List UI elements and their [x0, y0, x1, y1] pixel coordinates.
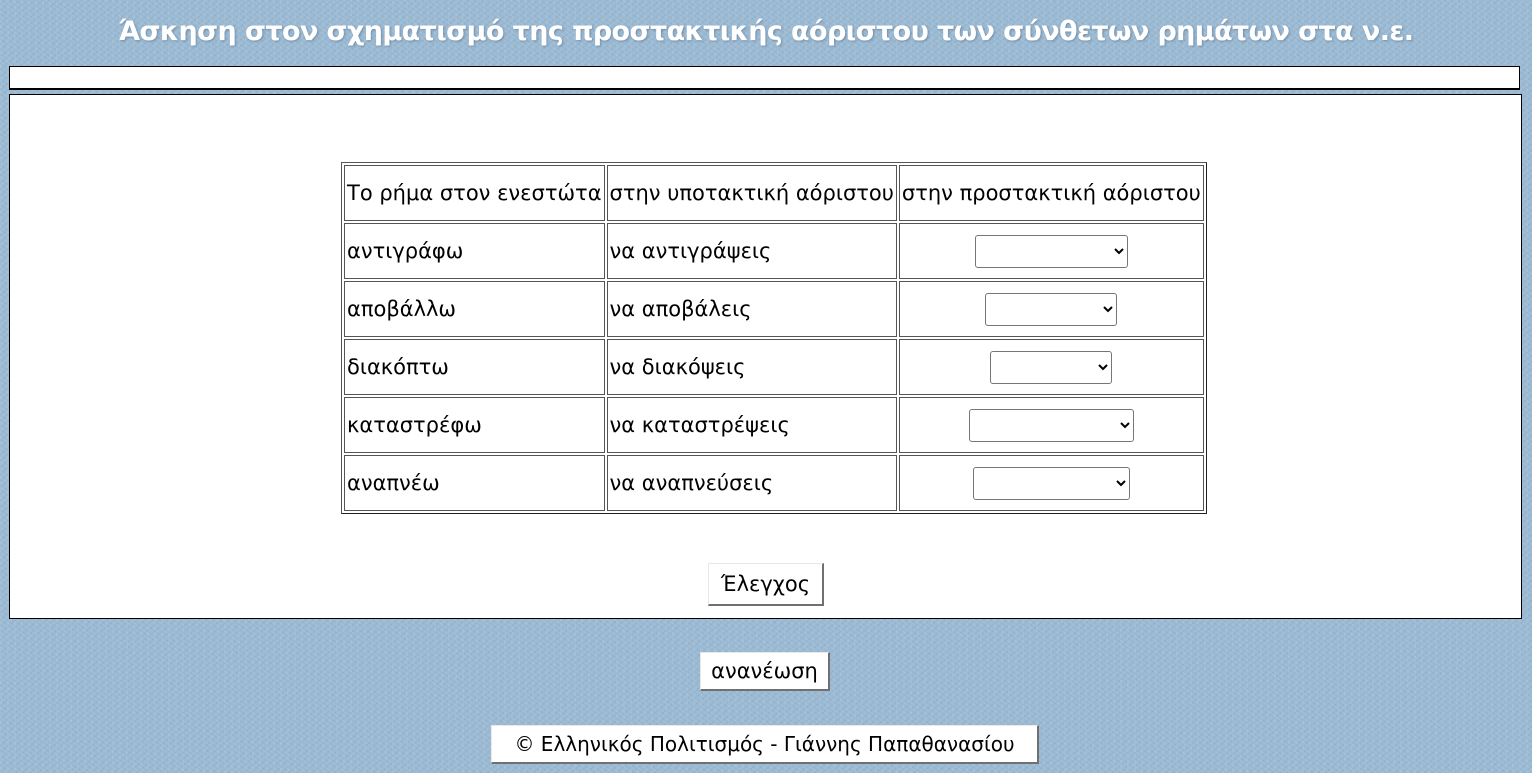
table-header-row [344, 165, 1204, 221]
answer-cell [899, 223, 1204, 279]
subjunctive-form: να αποβάλεις [607, 281, 897, 337]
answer-cell [899, 455, 1204, 511]
answer-select-1[interactable] [975, 235, 1128, 268]
present-verb: αναπνέω [344, 455, 605, 511]
table-row [344, 281, 1204, 337]
header-present-tense: Το ρήμα στον ενεστώτα [344, 165, 605, 221]
exercise-table [341, 162, 1207, 514]
answer-cell [899, 339, 1204, 395]
header-aorist-subjunctive: στην υποτακτική αόριστου [607, 165, 897, 221]
table-row [344, 455, 1204, 511]
answer-select-2[interactable] [985, 293, 1117, 326]
present-verb: καταστρέφω [344, 397, 605, 453]
subjunctive-form: να καταστρέψεις [607, 397, 897, 453]
header-aorist-imperative: στην προστακτική αόριστου [899, 165, 1204, 221]
present-verb: αποβάλλω [344, 281, 605, 337]
answer-cell [899, 281, 1204, 337]
present-verb: διακόπτω [344, 339, 605, 395]
answer-select-4[interactable] [969, 409, 1134, 442]
check-button[interactable]: Έλεγχος [708, 563, 824, 606]
top-strip [9, 66, 1520, 90]
answer-select-3[interactable] [990, 351, 1112, 384]
exercise-panel [9, 94, 1522, 619]
table-row [344, 339, 1204, 395]
page-title: Άσκηση στον σχηματισμό της προστακτικής αόριστου των σύνθετων ρημάτων στα ν.ε. [118, 16, 1414, 47]
answer-cell [899, 397, 1204, 453]
table-row [344, 223, 1204, 279]
table-row [344, 397, 1204, 453]
answer-select-5[interactable] [973, 467, 1130, 500]
subjunctive-form: να διακόψεις [607, 339, 897, 395]
copyright-notice: © Ελληνικός Πολιτισμός - Γιάννης Παπαθανασίου [491, 725, 1039, 764]
present-verb: αντιγράφω [344, 223, 605, 279]
refresh-button[interactable]: ανανέωση [700, 652, 830, 691]
subjunctive-form: να αναπνεύσεις [607, 455, 897, 511]
subjunctive-form: να αντιγράψεις [607, 223, 897, 279]
